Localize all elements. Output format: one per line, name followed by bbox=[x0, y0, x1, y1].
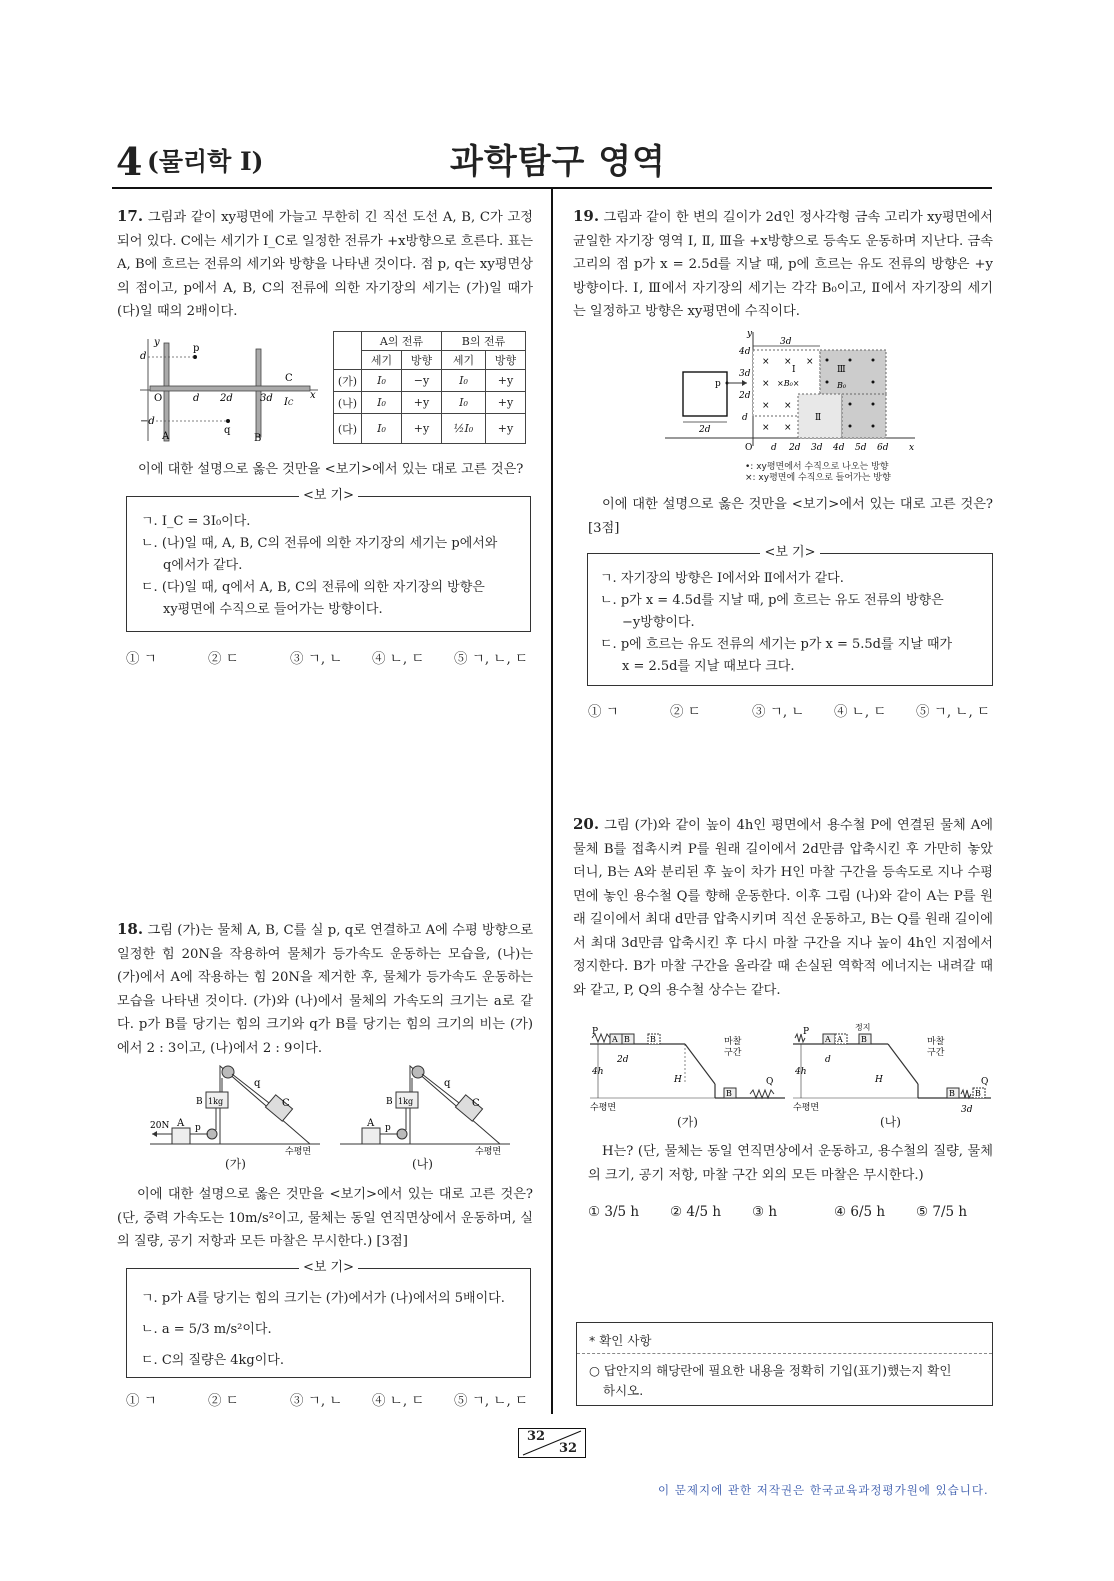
q17-choices bbox=[126, 647, 536, 667]
svg-text:C: C bbox=[282, 1098, 290, 1109]
choice-4[interactable]: ④ ㄴ, ㄷ bbox=[834, 704, 887, 720]
q17-row-label: (나) bbox=[334, 392, 362, 414]
choice-5[interactable]: ⑤ 7/5 h bbox=[916, 1204, 968, 1220]
page-current: 32 bbox=[527, 1429, 546, 1444]
svg-text:5d: 5d bbox=[855, 443, 867, 453]
page-total: 32 bbox=[559, 1441, 578, 1456]
q18-fig-label-na: (나) bbox=[412, 1157, 433, 1171]
svg-text:A: A bbox=[612, 1035, 618, 1044]
q20-friction-label-ga: 마찰 bbox=[724, 1037, 742, 1047]
svg-text:1kg: 1kg bbox=[208, 1097, 224, 1106]
q19-legend-dot: •: xy평면에서 수직으로 나오는 방향 bbox=[745, 462, 889, 472]
svg-text:×: × bbox=[784, 357, 792, 367]
choice-5[interactable]: ⑤ ㄱ, ㄴ, ㄷ bbox=[454, 1393, 529, 1409]
svg-text:B: B bbox=[254, 433, 262, 444]
svg-text:구간: 구간 bbox=[724, 1048, 742, 1058]
choice-1[interactable]: ① 3/5 h bbox=[588, 1204, 640, 1220]
svg-text:×: × bbox=[806, 357, 814, 367]
svg-text:p: p bbox=[385, 1123, 391, 1133]
q20-figure-na bbox=[793, 1022, 993, 1122]
svg-text:Ⅱ: Ⅱ bbox=[815, 413, 822, 423]
choice-1[interactable]: ① ㄱ bbox=[588, 704, 619, 720]
table-row bbox=[334, 392, 526, 414]
choice-2[interactable]: ② ㄷ bbox=[670, 704, 701, 720]
q18-choices bbox=[126, 1389, 536, 1409]
svg-text:2d: 2d bbox=[220, 393, 233, 404]
svg-text:3d: 3d bbox=[780, 337, 792, 347]
q17-table-sub: 방향 bbox=[486, 351, 526, 370]
q18-prompt: 이에 대한 설명으로 옳은 것만을 <보기>에서 있는 대로 고른 것은? (단, 중력 가속도는 10m/s²이고, 물체는 동일 연직면상에서 운동하며, 실의 질량, 공기 저항과 모든 마찰은 무시한다.) [3점] bbox=[117, 1187, 533, 1249]
svg-text:p: p bbox=[195, 1123, 201, 1133]
svg-text:4d: 4d bbox=[833, 443, 845, 453]
svg-text:A: A bbox=[367, 1118, 375, 1129]
svg-text:A: A bbox=[825, 1035, 831, 1044]
table-cell: I₀ bbox=[362, 370, 402, 392]
svg-text:×: × bbox=[762, 401, 770, 411]
q17-bogi-title: <보 기> bbox=[127, 488, 530, 504]
svg-text:A: A bbox=[177, 1118, 185, 1129]
svg-text:B: B bbox=[975, 1089, 981, 1098]
svg-text:q: q bbox=[444, 1078, 451, 1089]
column-divider bbox=[551, 189, 553, 1414]
notice-box bbox=[576, 1322, 993, 1406]
subject-label: (물리학 I) bbox=[147, 147, 264, 176]
notice-body-2: 하시오. bbox=[603, 1383, 644, 1398]
svg-text:y: y bbox=[154, 337, 160, 348]
svg-text:IC: IC bbox=[284, 397, 294, 408]
q19-bogi-item: ㄷ. p에 흐르는 유도 전류의 세기는 p가 x = 5.5d를 지날 때가 bbox=[600, 637, 953, 652]
svg-text:수평면: 수평면 bbox=[475, 1147, 502, 1157]
svg-text:3d: 3d bbox=[961, 1105, 973, 1115]
svg-text:수평면: 수평면 bbox=[793, 1103, 820, 1113]
svg-text:O: O bbox=[745, 443, 753, 453]
svg-text:p: p bbox=[193, 343, 200, 354]
table-row bbox=[334, 414, 526, 444]
q17-table-sub: 방향 bbox=[402, 351, 442, 370]
svg-text:Ⅲ: Ⅲ bbox=[837, 365, 846, 375]
svg-text:×: × bbox=[784, 423, 792, 433]
table-cell: I₀ bbox=[442, 370, 486, 392]
choice-4[interactable]: ④ ㄴ, ㄷ bbox=[372, 651, 425, 667]
q18-text: 18. 그림 (가)는 물체 A, B, C를 실 p, q로 연결하고 A에 수평 방향으로 일정한 힘 20N을 작용하여 물체가 등가속도 운동하는 모습을, (나)는 (가)에서 A에 작용하는 힘 20N을 제거한 후, 물체가 등가속도 운동하는 모습을 나타낸 것이다. (가)와 (나)에서 물체의 가속도의 크기는 a로 같다. p가 B를 당기는 힘의 크기와 q가 B를 당기는 힘의 크기의 비는 (가)에서 2 : 3이고, (나)에서 2 : 9이다. bbox=[117, 920, 533, 1056]
choice-5[interactable]: ⑤ ㄱ, ㄴ, ㄷ bbox=[454, 651, 529, 667]
svg-text:d: d bbox=[742, 413, 748, 423]
svg-text:20N: 20N bbox=[150, 1121, 170, 1131]
table-cell: −y bbox=[402, 370, 442, 392]
q17-table-head-a: A의 전류 bbox=[362, 332, 442, 351]
choice-5[interactable]: ⑤ ㄱ, ㄴ, ㄷ bbox=[916, 704, 991, 720]
notice-body: ○ 답안지의 해당란에 필요한 내용을 정확히 기입(표기)했는지 확인 bbox=[589, 1363, 952, 1378]
choice-4[interactable]: ④ 6/5 h bbox=[834, 1204, 886, 1220]
svg-text:P: P bbox=[592, 1027, 599, 1037]
svg-text:q: q bbox=[254, 1078, 261, 1089]
choice-3[interactable]: ③ ㄱ, ㄴ bbox=[752, 704, 805, 720]
svg-text:4h: 4h bbox=[592, 1067, 604, 1077]
q19-bogi-item: −y방향이다. bbox=[622, 615, 695, 630]
svg-text:d: d bbox=[771, 443, 777, 453]
svg-text:2d: 2d bbox=[739, 391, 751, 401]
svg-text:3d: 3d bbox=[811, 443, 823, 453]
q17-row-label: (다) bbox=[334, 414, 362, 444]
q19-bogi-item: ㄴ. p가 x = 4.5d를 지날 때, p에 흐르는 유도 전류의 방향은 bbox=[600, 593, 944, 608]
q17-bogi-item: xy평면에 수직으로 들어가는 방향이다. bbox=[163, 602, 383, 617]
svg-text:×: × bbox=[762, 423, 770, 433]
table-cell: I₀ bbox=[362, 392, 402, 414]
svg-text:2d: 2d bbox=[617, 1055, 629, 1065]
q18-bogi-item: ㄴ. a = 5/3 m/s²이다. bbox=[141, 1322, 272, 1337]
svg-text:×: × bbox=[784, 401, 792, 411]
q20-figure-ga bbox=[590, 1022, 785, 1122]
svg-text:6d: 6d bbox=[877, 443, 889, 453]
q19-prompt: 이에 대한 설명으로 옳은 것만을 <보기>에서 있는 대로 고른 것은? [3점] bbox=[588, 497, 993, 536]
svg-text:4h: 4h bbox=[795, 1067, 807, 1077]
q20-choices bbox=[588, 1204, 998, 1220]
svg-text:4d: 4d bbox=[739, 347, 751, 357]
q19-bogi-title: <보 기> bbox=[588, 545, 992, 561]
svg-text:−d: −d bbox=[140, 416, 155, 427]
q17-table-head-b: B의 전류 bbox=[442, 332, 526, 351]
svg-text:수평면: 수평면 bbox=[590, 1103, 617, 1113]
svg-text:H: H bbox=[875, 1075, 883, 1085]
q19-text: 19. 그림과 같이 한 변의 길이가 2d인 정사각형 금속 고리가 xy평면에서 균일한 자기장 영역 Ⅰ, Ⅱ, Ⅲ을 +x방향으로 등속도 운동하며 지난다. 금속 고리의 점 p가 x = 2.5d를 지날 때, p에 흐르는 유도 전류의 방향은 +y방향이다. Ⅰ, Ⅲ에서 자기장의 세기는 각각 B₀이고, Ⅱ에서 자기장의 세기는 일정하고 방향은 xy평면에 수직이다. bbox=[573, 207, 993, 319]
q17-row-label: (가) bbox=[334, 370, 362, 392]
q19-choices bbox=[588, 700, 998, 720]
svg-text:마찰: 마찰 bbox=[927, 1037, 945, 1047]
choice-3[interactable]: ③ ㄱ, ㄴ bbox=[290, 651, 343, 667]
svg-text:p: p bbox=[715, 379, 721, 389]
svg-text:C: C bbox=[472, 1098, 480, 1109]
table-row bbox=[334, 370, 526, 392]
choice-3[interactable]: ③ h bbox=[752, 1204, 778, 1220]
svg-text:P: P bbox=[803, 1027, 810, 1037]
svg-text:d: d bbox=[193, 393, 200, 404]
q18-bogi-item: ㄷ. C의 질량은 4kg이다. bbox=[141, 1353, 284, 1368]
choice-2[interactable]: ② ㄷ bbox=[208, 651, 239, 667]
q17-bogi-item: q에서가 같다. bbox=[163, 558, 243, 573]
q17-bogi-box bbox=[126, 488, 531, 632]
svg-text:구간: 구간 bbox=[927, 1048, 945, 1058]
choice-1[interactable]: ① ㄱ bbox=[126, 651, 157, 667]
svg-text:수평면: 수평면 bbox=[285, 1147, 312, 1157]
svg-text:×B₀×: ×B₀× bbox=[777, 379, 800, 388]
notice-title: * 확인 사항 bbox=[589, 1333, 652, 1348]
q19-bogi-box bbox=[587, 545, 993, 686]
svg-text:B₀: B₀ bbox=[837, 381, 847, 390]
q18-bogi-title: <보 기> bbox=[127, 1260, 530, 1276]
svg-text:B: B bbox=[624, 1035, 630, 1044]
q19-bogi-item: ㄱ. 자기장의 방향은 Ⅰ에서와 Ⅱ에서가 같다. bbox=[600, 571, 844, 586]
q17-table-sub: 세기 bbox=[362, 351, 402, 370]
svg-text:q: q bbox=[224, 425, 231, 436]
svg-text:H: H bbox=[674, 1075, 682, 1085]
svg-text:Ⅰ: Ⅰ bbox=[792, 365, 796, 375]
table-cell: +y bbox=[402, 414, 442, 444]
page-title: 과학탐구 영역 bbox=[450, 142, 666, 182]
q18-bogi-item: ㄱ. p가 A를 당기는 힘의 크기는 (가)에서가 (나)에서의 5배이다. bbox=[141, 1291, 505, 1306]
choice-2[interactable]: ② ㄷ bbox=[208, 1393, 239, 1409]
svg-text:B: B bbox=[861, 1035, 867, 1044]
q18-fig-label-ga: (가) bbox=[225, 1157, 246, 1171]
q20-fig-label-na: (나) bbox=[880, 1115, 901, 1129]
q18-bogi-box bbox=[126, 1260, 531, 1378]
choice-1[interactable]: ① ㄱ bbox=[126, 1393, 157, 1409]
q17-prompt: 이에 대한 설명으로 옳은 것만을 <보기>에서 있는 대로 고른 것은? bbox=[138, 462, 524, 477]
svg-text:d: d bbox=[140, 351, 147, 362]
page-number: 4 bbox=[116, 139, 143, 184]
svg-text:3d: 3d bbox=[260, 393, 273, 404]
q17-bogi-item: ㄱ. I_C = 3I₀이다. bbox=[141, 514, 251, 529]
svg-text:Q: Q bbox=[981, 1077, 989, 1087]
q17-bogi-item: ㄷ. (다)일 때, q에서 A, B, C의 전류에 의한 자기장의 방향은 bbox=[141, 580, 485, 595]
table-cell: +y bbox=[486, 370, 526, 392]
table-cell: +y bbox=[402, 392, 442, 414]
svg-text:x: x bbox=[310, 390, 316, 401]
svg-text:×: × bbox=[762, 357, 770, 367]
q18-figure-na bbox=[340, 1058, 520, 1168]
table-cell: ½I₀ bbox=[442, 414, 486, 444]
svg-text:B: B bbox=[386, 1097, 393, 1107]
q20-text: 20. 그림 (가)와 같이 높이 4h인 평면에서 용수철 P에 연결된 물체 A에 물체 B를 접촉시켜 P를 원래 길이에서 2d만큼 압축시킨 후 가만히 놓았더니, B는 A와 분리된 후 높이 차가 H인 마찰 구간을 등속도로 지나 수평면에 놓인 용수철 Q를 향해 운동한다. 이후 그림 (나)와 같이 A는 P를 원래 길이에서 최대 d만큼 압축시키며 직선 운동하고, B는 Q를 원래 길이에서 최대 3d만큼 압축시킨 후 다시 마찰 구간을 지나 높이 4h인 지점에서 정지한다. B가 마찰 구간을 올라갈 때 손실된 역학적 에너지는 내려갈 때와 같고, P, Q의 용수철 상수는 같다. bbox=[573, 815, 993, 998]
choice-2[interactable]: ② 4/5 h bbox=[670, 1204, 722, 1220]
svg-text:×: × bbox=[762, 379, 770, 389]
choice-3[interactable]: ③ ㄱ, ㄴ bbox=[290, 1393, 343, 1409]
svg-text:정지: 정지 bbox=[855, 1023, 871, 1032]
q17-current-table bbox=[333, 331, 526, 444]
svg-text:C: C bbox=[285, 373, 293, 384]
q20-fig-label-ga: (가) bbox=[677, 1115, 698, 1129]
choice-4[interactable]: ④ ㄴ, ㄷ bbox=[372, 1393, 425, 1409]
q19-legend-cross: ×: xy평면에 수직으로 들어가는 방향 bbox=[745, 473, 891, 483]
table-cell: I₀ bbox=[362, 414, 402, 444]
q17-table-sub: 세기 bbox=[442, 351, 486, 370]
table-cell: +y bbox=[486, 414, 526, 444]
svg-text:y: y bbox=[747, 329, 753, 339]
svg-text:A: A bbox=[837, 1035, 843, 1044]
copyright-notice: 이 문제지에 관한 저작권은 한국교육과정평가원에 있습니다. bbox=[658, 1483, 989, 1497]
svg-text:d: d bbox=[825, 1055, 831, 1065]
svg-text:B: B bbox=[949, 1089, 955, 1098]
svg-text:3d: 3d bbox=[739, 369, 751, 379]
svg-text:A: A bbox=[162, 431, 170, 442]
svg-text:O: O bbox=[154, 393, 163, 404]
svg-text:B: B bbox=[726, 1089, 732, 1098]
svg-text:Q: Q bbox=[766, 1077, 774, 1087]
q17-wire-figure bbox=[140, 335, 320, 445]
page-counter bbox=[518, 1428, 586, 1458]
q19-field-figure bbox=[665, 328, 920, 458]
svg-text:2d: 2d bbox=[789, 443, 801, 453]
svg-text:x: x bbox=[909, 443, 915, 453]
q20-prompt: H는? (단, 물체는 동일 연직면상에서 운동하고, 용수철의 질량, 물체의 크기, 공기 저항, 마찰 구간 외의 모든 마찰은 무시한다.) bbox=[588, 1144, 993, 1183]
svg-text:B: B bbox=[196, 1097, 203, 1107]
table-cell: +y bbox=[486, 392, 526, 414]
q17-text: 17. 그림과 같이 xy평면에 가늘고 무한히 긴 직선 도선 A, B, C가 고정되어 있다. C에는 세기가 I_C로 일정한 전류가 +x방향으로 흐른다. 표는 A, B에 흐르는 전류의 세기와 방향을 나타낸 것이다. 점 p, q는 xy평면상의 점이고, p에서 A, B, C의 전류에 의한 자기장의 세기는 (가)일 때가 (다)일 때의 2배이다. bbox=[117, 207, 533, 319]
svg-text:B: B bbox=[650, 1035, 656, 1044]
q18-figure-ga bbox=[150, 1058, 330, 1168]
svg-text:1kg: 1kg bbox=[398, 1097, 414, 1106]
q17-bogi-item: ㄴ. (나)일 때, A, B, C의 전류에 의한 자기장의 세기는 p에서와 bbox=[141, 536, 498, 551]
svg-text:2d: 2d bbox=[699, 425, 711, 435]
q19-bogi-item: x = 2.5d를 지날 때보다 크다. bbox=[622, 659, 795, 674]
table-cell: I₀ bbox=[442, 392, 486, 414]
